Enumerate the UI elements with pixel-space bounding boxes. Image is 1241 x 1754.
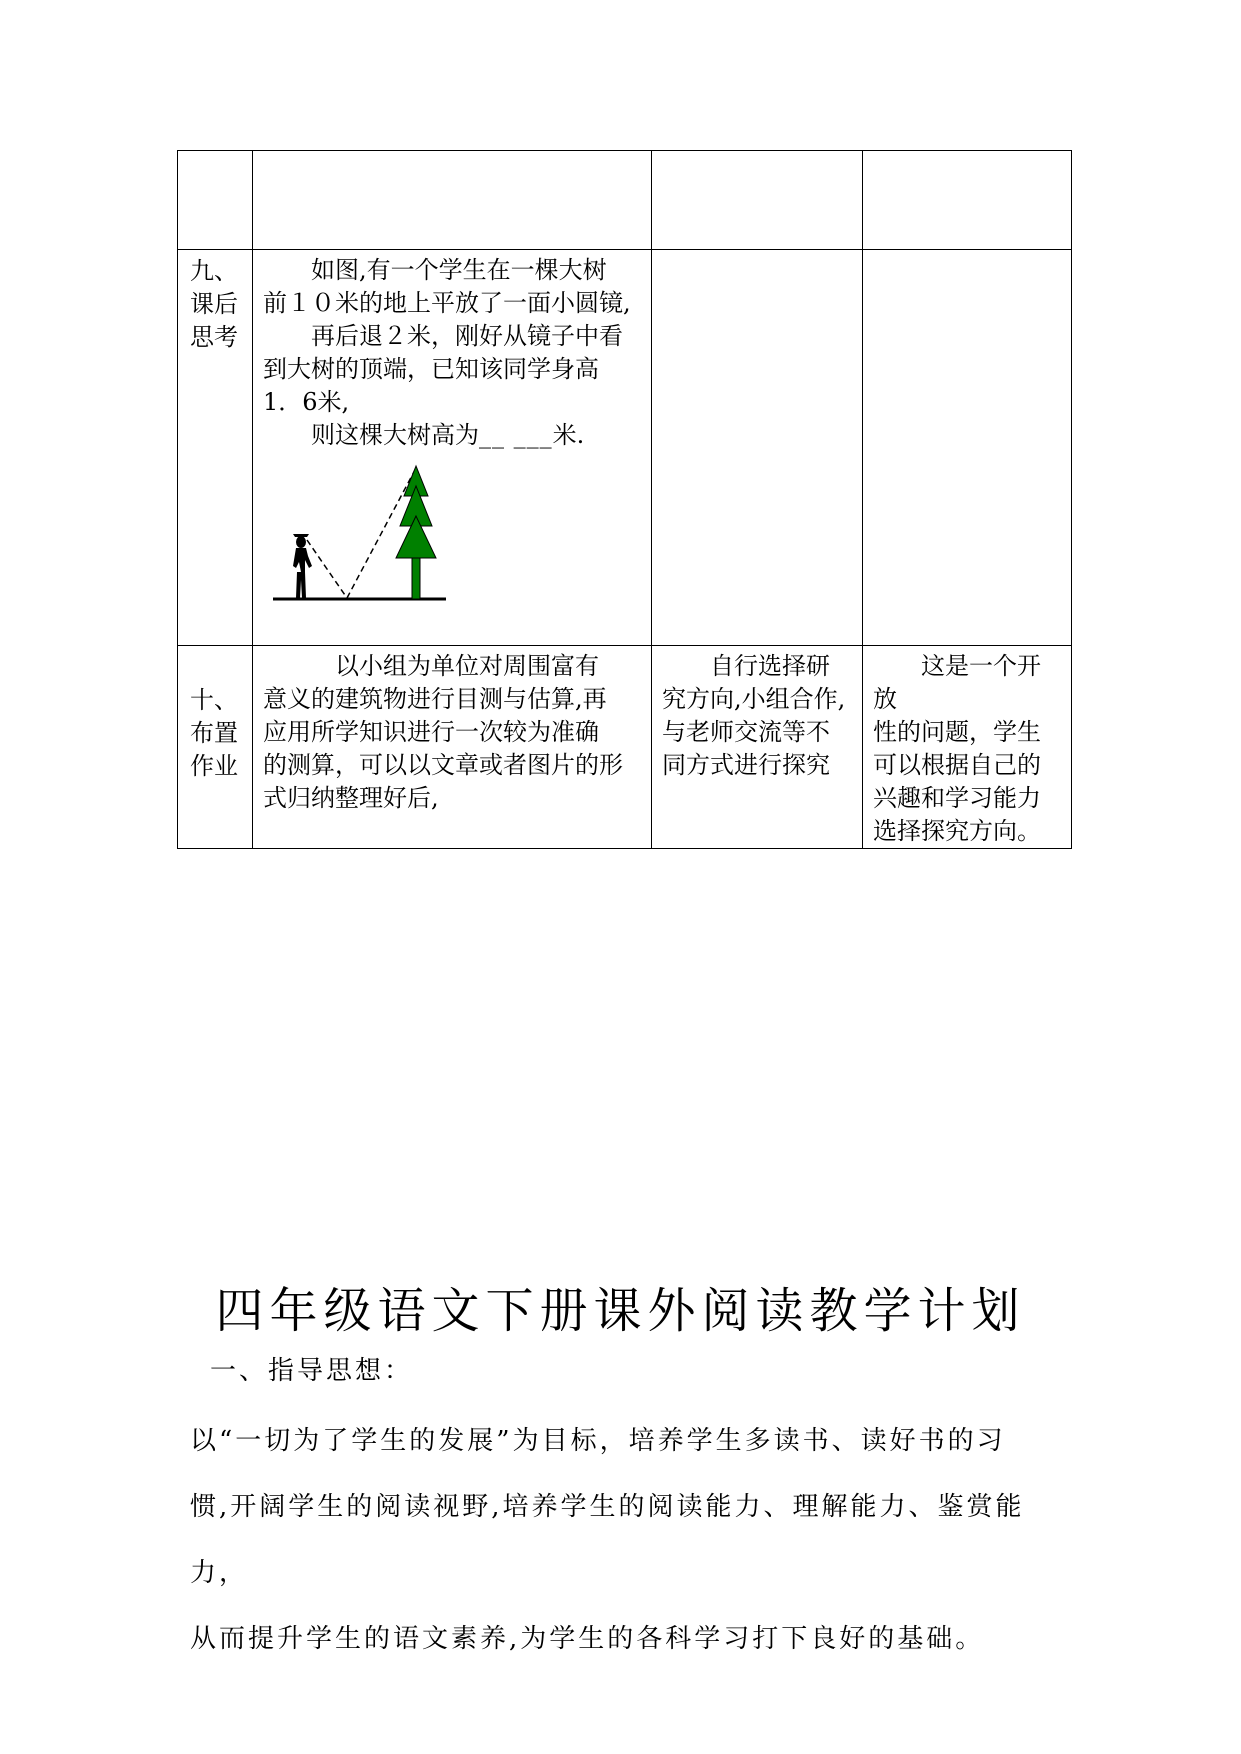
problem-cell bbox=[253, 250, 652, 646]
problem-line: 1．6米, bbox=[263, 388, 350, 416]
table-cell bbox=[178, 151, 253, 250]
guiding-thought-paragraph bbox=[190, 1408, 1070, 1672]
homework-task-cell bbox=[253, 646, 652, 849]
design-intent-cell bbox=[863, 646, 1072, 849]
intent-line: 可以根据自己的 bbox=[873, 751, 1041, 779]
task-line: 式归纳整理好后, bbox=[263, 784, 439, 812]
task-line: 的测算，可以以文章或者图片的形 bbox=[263, 751, 623, 779]
unit-text: 米. bbox=[552, 421, 585, 449]
section-heading: 一、指导思想： bbox=[210, 1356, 414, 1386]
stage-label-line: 布置 bbox=[190, 719, 238, 747]
table-cell bbox=[652, 250, 863, 646]
task-line: 应用所学知识进行一次较为准确 bbox=[263, 718, 599, 746]
student-activity-text bbox=[652, 646, 862, 782]
problem-line: 再后退２米，刚好从镜子中看 bbox=[311, 322, 623, 350]
stage-label-line: 课后 bbox=[190, 290, 238, 318]
paragraph-line: 从而提升学生的语文素养,为学生的各科学习打下良好的基础。 bbox=[190, 1624, 985, 1654]
stage-label-cell bbox=[178, 250, 253, 646]
problem-line: 如图,有一个学生在一棵大树 bbox=[311, 256, 607, 284]
intent-line: 性的问题，学生 bbox=[873, 718, 1041, 746]
table-row-after-class-thinking bbox=[178, 250, 1072, 646]
stage-label bbox=[178, 250, 252, 354]
problem-text bbox=[253, 250, 651, 452]
problem-line bbox=[263, 419, 643, 452]
question-text: 则这棵大树高为 bbox=[311, 421, 479, 449]
intent-line: 选择探究方向。 bbox=[873, 817, 1041, 845]
paragraph-line: 以“一切为了学生的发展”为目标，培养学生多读书、读好书的习 bbox=[190, 1426, 1006, 1456]
stage-label-cell bbox=[178, 646, 253, 849]
task-line: 意义的建筑物进行目测与估算,再 bbox=[263, 685, 607, 713]
lesson-plan-table bbox=[177, 150, 1072, 849]
table-cell bbox=[863, 250, 1072, 646]
intent-line: 这是一个开放 bbox=[873, 652, 1041, 713]
answer-blank: __ ___ bbox=[479, 421, 553, 449]
tree-icon bbox=[396, 466, 436, 599]
table-cell bbox=[652, 151, 863, 250]
stage-label-line: 作业 bbox=[190, 752, 238, 780]
activity-line: 自行选择研 bbox=[710, 652, 830, 680]
paragraph-line: 惯,开阔学生的阅读视野,培养学生的阅读能力、理解能力、鉴赏能力， bbox=[190, 1492, 1025, 1588]
page-title: 四年级语文下册课外阅读教学计划 bbox=[215, 1283, 1026, 1339]
incident-ray bbox=[307, 540, 347, 598]
table-row-homework bbox=[178, 646, 1072, 849]
mirror-reflection-figure bbox=[263, 464, 643, 624]
table-cell bbox=[253, 151, 652, 250]
stage-label bbox=[178, 646, 252, 783]
stage-label-line: 思考 bbox=[190, 323, 238, 351]
task-line: 以小组为单位对周围富有 bbox=[335, 652, 599, 680]
problem-line: 到大树的顶端，已知该同学身高 bbox=[263, 355, 599, 383]
intent-line: 兴趣和学习能力 bbox=[873, 784, 1041, 812]
activity-line: 同方式进行探究 bbox=[662, 751, 830, 779]
table-cell bbox=[863, 151, 1072, 250]
stage-label-line: 九、 bbox=[190, 257, 238, 285]
homework-task-text bbox=[253, 646, 651, 815]
activity-line: 与老师交流等不 bbox=[662, 718, 830, 746]
stage-label-line: 十、 bbox=[190, 686, 238, 714]
design-intent-text bbox=[863, 646, 1071, 848]
problem-line: 前１０米的地上平放了一面小圆镜, bbox=[263, 289, 631, 317]
activity-line: 究方向,小组合作, bbox=[662, 685, 846, 713]
table-row-empty bbox=[178, 151, 1072, 250]
reflected-ray bbox=[347, 468, 416, 598]
student-activity-cell bbox=[652, 646, 863, 849]
